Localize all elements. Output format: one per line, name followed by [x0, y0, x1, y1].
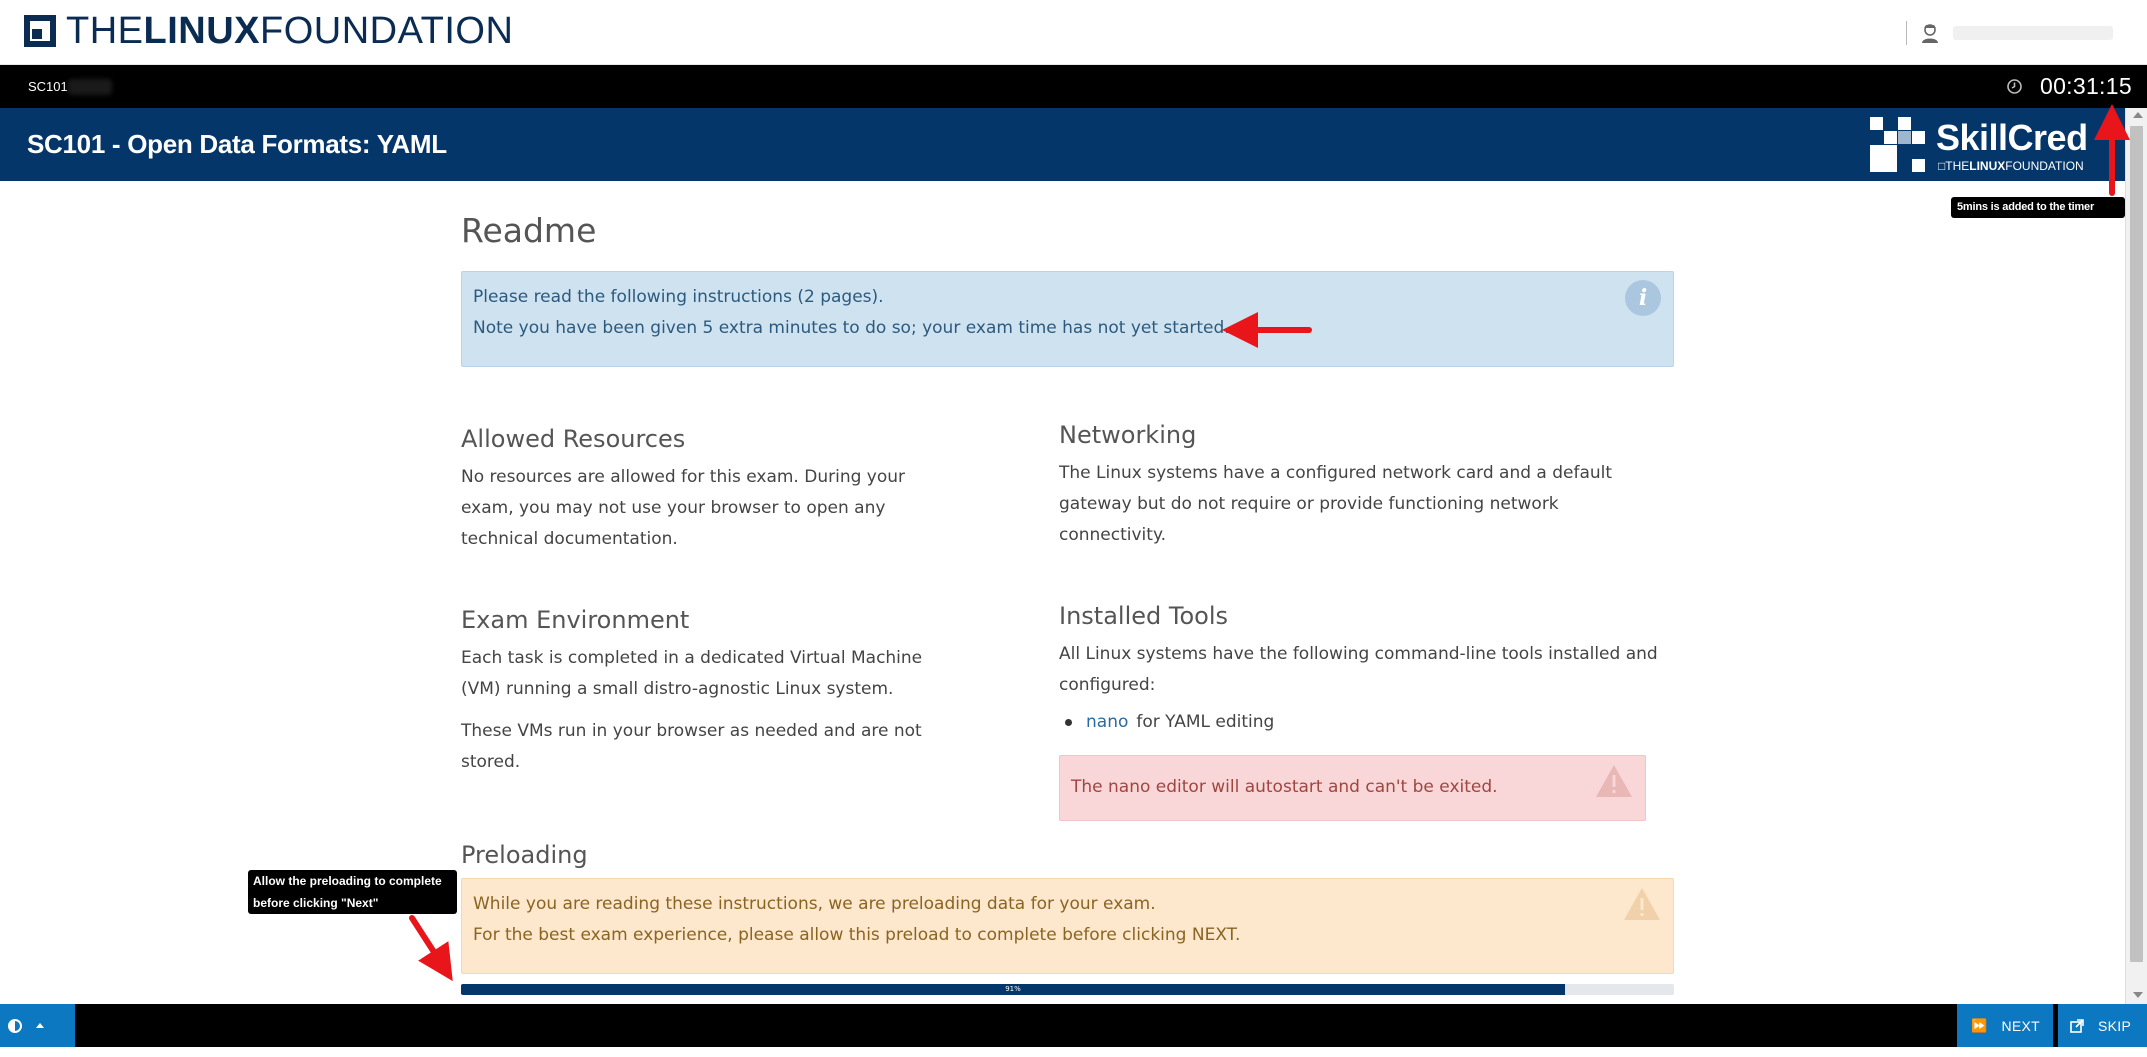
danger-text: The nano editor will autostart and can't be exited. [1071, 777, 1498, 797]
nano-link[interactable]: nano [1086, 712, 1129, 732]
exam-environment-text-2: These VMs run in your browser as needed and are not stored. [461, 721, 922, 772]
scroll-up-arrow-icon[interactable] [2133, 112, 2143, 118]
bullet-dot [1065, 719, 1072, 726]
skip-button-label: SKIP [2098, 1017, 2132, 1034]
skip-button[interactable] [2058, 1004, 2147, 1047]
exam-environment-heading: Exam Environment [461, 606, 690, 634]
skillcred-logo [1870, 117, 2100, 175]
linux-foundation-mark-icon [24, 15, 56, 47]
footer-strip [0, 1047, 2147, 1057]
exam-title-bar [0, 108, 2125, 181]
warning-triangle-icon [1623, 887, 1661, 921]
user-icon [1919, 22, 1941, 44]
page-scrollbar[interactable] [2125, 108, 2147, 1004]
exam-code: SC101 [28, 79, 68, 94]
user-menu[interactable] [1906, 20, 2113, 46]
divider [1906, 21, 1907, 45]
next-button[interactable] [1957, 1004, 2053, 1047]
linux-foundation-logo [24, 12, 513, 50]
preloading-warning-alert [461, 878, 1674, 974]
next-button-label: NEXT [2001, 1017, 2041, 1034]
scroll-down-arrow-icon[interactable] [2133, 992, 2143, 998]
external-link-icon [2070, 1019, 2084, 1033]
installed-tools-text: All Linux systems have the following command-line tools installed and configured: [1059, 644, 1658, 695]
networking-text: The Linux systems have a configured network card and a default gateway but do not require or provide functioning network connectivity. [1059, 463, 1613, 545]
skillcred-blocks-icon [1870, 117, 1926, 173]
exam-environment-text-1: Each task is completed in a dedicated Virtual Machine (VM) running a small distro-agnostic Linux system. [461, 648, 923, 699]
allowed-resources-text: No resources are allowed for this exam. During your exam, you may not use your browser to open any technical documentation. [461, 467, 906, 549]
exam-timer: 00:31:15 [2040, 73, 2132, 99]
preload-annotation-line-1: Allow the preloading to complete [253, 874, 442, 888]
allowed-resources-heading: Allowed Resources [461, 425, 686, 453]
installed-tools-heading: Installed Tools [1059, 602, 1228, 630]
scroll-thumb[interactable] [2130, 126, 2143, 962]
chevron-up-icon [36, 1023, 44, 1028]
info-icon: i [1625, 280, 1661, 316]
list-item [1059, 707, 1274, 738]
page-title: Readme [461, 211, 597, 250]
candidate-id-redacted [68, 79, 112, 95]
skillcred-wordmark: SkillCred [1936, 117, 2088, 158]
linux-foundation-wordmark: THELINUXFOUNDATION [66, 10, 514, 52]
tool-description: for YAML editing [1136, 712, 1275, 732]
info-alert [461, 271, 1674, 367]
skillcred-sub-wordmark: □THELINUXFOUNDATION [1938, 159, 2084, 173]
networking-heading: Networking [1059, 421, 1197, 449]
exam-status-bar [0, 65, 2147, 108]
preload-arrow [412, 918, 443, 966]
bottom-toolbar [0, 1004, 2147, 1047]
preloading-heading: Preloading [461, 841, 588, 869]
preloading-line-2: For the best exam experience, please allow this preload to complete before clicking NEXT. [473, 925, 1241, 945]
preload-progress-bar [461, 984, 1674, 995]
preloading-line-1: While you are reading these instructions, we are preloading data for your exam. [473, 894, 1156, 914]
clock-icon [2006, 78, 2023, 95]
preload-annotation-line-2: before clicking "Next" [253, 896, 379, 910]
preload-progress-label: 91% [1005, 985, 1021, 993]
warning-triangle-icon [1595, 764, 1633, 798]
timer-annotation: 5mins is added to the timer [1951, 197, 2125, 218]
accessibility-toggle-button[interactable] [0, 1004, 75, 1047]
info-line-2: Note you have been given 5 extra minutes to do so; your exam time has not yet started. [473, 318, 1230, 338]
danger-alert [1059, 755, 1646, 821]
info-line-1: Please read the following instructions (2 pages). [473, 287, 884, 307]
contrast-icon [8, 1019, 22, 1033]
user-name-redacted [1953, 26, 2113, 40]
fast-forward-icon: ⏩ [1971, 1017, 1988, 1033]
exam-title: SC101 - Open Data Formats: YAML [27, 129, 447, 159]
brand-header [0, 0, 2147, 65]
preload-annotation [248, 870, 457, 914]
